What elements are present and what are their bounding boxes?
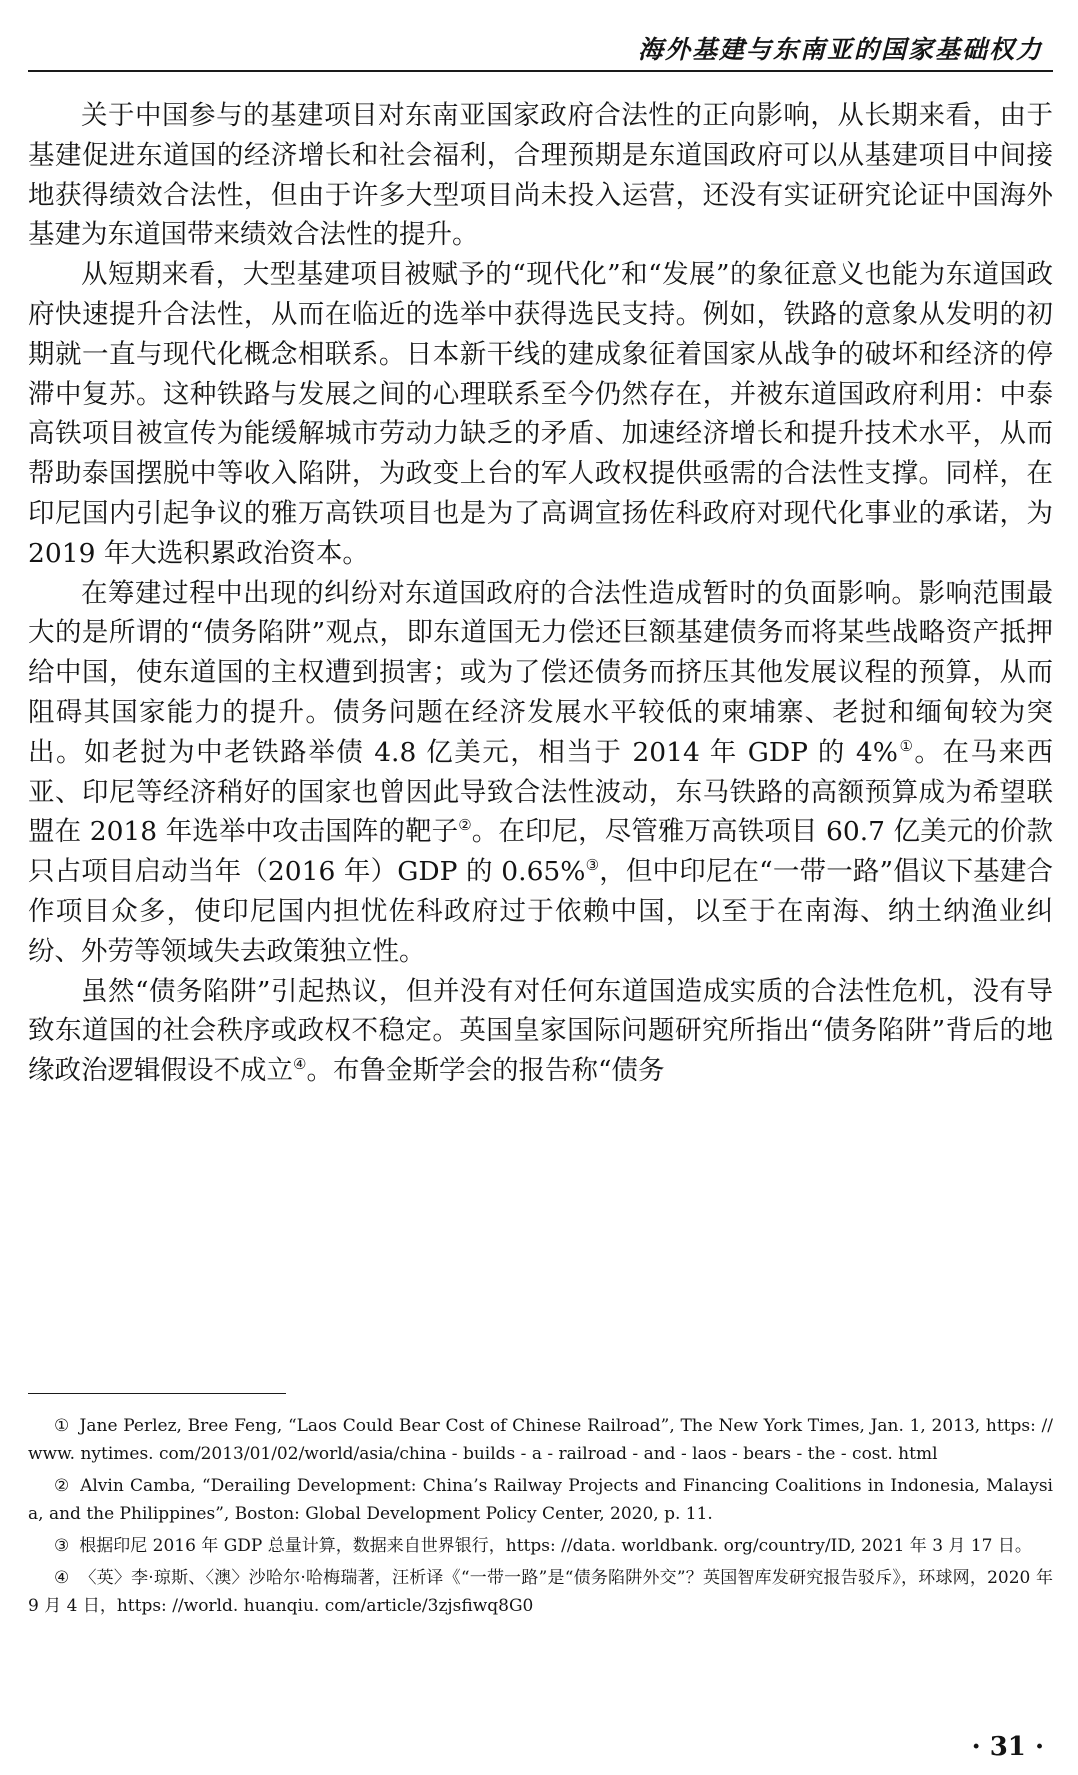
paragraph-text: 。在印尼，尽管雅万高铁项目 60.7 亿美元的价款只占项目启动当年（2016 年）GDP 的 0.65% xyxy=(28,816,1053,888)
footnote-text: 根据印尼 2016 年 GDP 总量计算，数据来自世界银行，https: //data. worldbank. org/country/ID, 2021 年 3 月 17 日。 xyxy=(79,1536,1032,1556)
footnote-text: 〈英〉李·琼斯、〈澳〉沙哈尔·哈梅瑞著，汪析译《“一带一路”是“债务陷阱外交”？英国智库发研究报告驳斥》，环球网，2020 年 9 月 4 日，https: //world. huanqiu. com/article/3zjsfiwq8G0 xyxy=(28,1568,1053,1616)
footnote-text: Alvin Camba, “Derailing Development: China’s Railway Projects and Financing Coalitions in Indonesia, Malaysia, and the Philippines”, Boston: Global Development Policy Center, 2020, p. 11. xyxy=(28,1476,1053,1524)
footnote-text: Jane Perlez, Bree Feng, “Laos Could Bear Cost of Chinese Railroad”, The New York Times, Jan. 1, 2013, https: //www. nytimes. com/2013/01/02/world/asia/china - builds - a - railroad - and - laos - bears - the - cost. html xyxy=(28,1416,1053,1464)
body-text xyxy=(28,96,1053,1091)
footnote xyxy=(28,1532,1053,1560)
running-header-title: 海外基建与东南亚的国家基础权力 xyxy=(637,35,1043,64)
footnote-ref: ② xyxy=(458,816,472,835)
footnote-separator xyxy=(28,1393,286,1394)
paragraph xyxy=(28,574,1053,972)
paragraph xyxy=(28,972,1053,1091)
footnote xyxy=(28,1564,1053,1620)
paragraph: 从短期来看，大型基建项目被赋予的“现代化”和“发展”的象征意义也能为东道国政府快速提升合法性，从而在临近的选举中获得选民支持。例如，铁路的意象从发明的初期就一直与现代化概念相联系。日本新干线的建成象征着国家从战争的破坏和经济的停滞中复苏。这种铁路与发展之间的心理联系至今仍然存在，并被东道国政府利用：中泰高铁项目被宣传为能缓解城市劳动力缺乏的矛盾、加速经济增长和提升技术水平，从而帮助泰国摆脱中等收入陷阱，为政变上台的军人政权提供亟需的合法性支撑。同样，在印尼国内引起争议的雅万高铁项目也是为了高调宣扬佐科政府对现代化事业的承诺，为 2019 年大选积累政治资本。 xyxy=(28,259,1053,569)
footnote-ref: ③ xyxy=(585,856,600,875)
footnote xyxy=(28,1412,1053,1468)
paragraph-text: 在筹建过程中出现的纠纷对东道国政府的合法性造成暂时的负面影响。影响范围最大的是所谓的“债务陷阱”观点，即东道国无力偿还巨额基建债务而将某些战略资产抵押给中国，使东道国的主权遭到损害；或为了偿还债务而挤压其他发展议程的预算，从而阻碍其国家能力的提升。债务问题在经济发展水平较低的柬埔寨、老挝和缅甸较为突出。如老挝为中老铁路举债 4.8 亿美元，相当于 2014 年 GDP 的 4% xyxy=(28,577,1053,768)
footnote-mark: ② xyxy=(54,1476,71,1496)
footnote-ref: ① xyxy=(897,736,915,755)
footnote-mark: ③ xyxy=(54,1536,70,1556)
footnotes xyxy=(28,1412,1053,1624)
footnote-mark: ④ xyxy=(54,1568,70,1588)
paragraph: 关于中国参与的基建项目对东南亚国家政府合法性的正向影响，从长期来看，由于基建促进东道国的经济增长和社会福利，合理预期是东道国政府可以从基建项目中间接地获得绩效合法性，但由于许多大型项目尚未投入运营，还没有实证研究论证中国海外基建为东道国带来绩效合法性的提升。 xyxy=(28,100,1053,251)
page-number: · 31 · xyxy=(971,1732,1044,1762)
paragraph-text: 。在马来西亚、印尼等经济稍好的国家也曾因此导致合法性波动，东马铁路的高额预算成为希望联盟在 2018 年选举中攻击国阵的靶子 xyxy=(28,736,1054,848)
footnote xyxy=(28,1472,1053,1528)
paragraph-text: 。布鲁金斯学会的报告称“债务 xyxy=(306,1055,665,1087)
footnote-ref: ④ xyxy=(293,1055,307,1074)
footnote-mark: ① xyxy=(54,1416,70,1436)
running-header xyxy=(28,26,1053,72)
paragraph-text: 虽然“债务陷阱”引起热议，但并没有对任何东道国造成实质的合法性危机，没有导致东道国的社会秩序或政权不稳定。英国皇家国际问题研究所指出“债务陷阱”背后的地缘政治逻辑假设不成立 xyxy=(28,975,1053,1087)
paragraph-text: ，但中印尼在“一带一路”倡议下基建合作项目众多，使印尼国内担忧佐科政府过于依赖中国，以至于在南海、纳土纳渔业纠纷、外劳等领域失去政策独立性。 xyxy=(28,856,1053,967)
